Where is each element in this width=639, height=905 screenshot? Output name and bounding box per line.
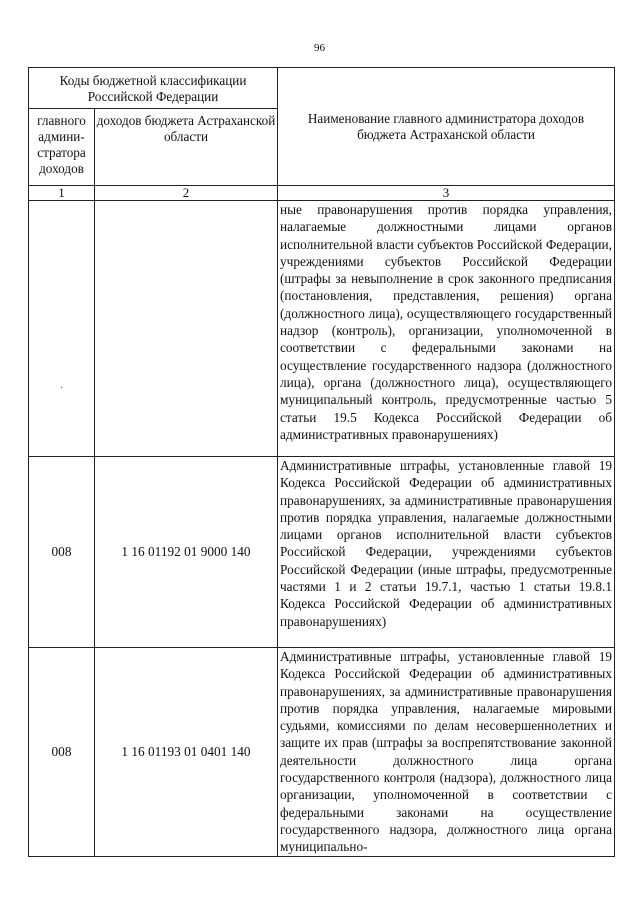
income-code-cell: 1 16 01192 01 9000 140	[95, 457, 278, 648]
header-income-column: доходов бюджета Астраханской области	[95, 109, 278, 186]
administrator-name-cell: Административные штрафы, установленные главой 19 Кодекса Российской Федерации об административных правонарушениях, за административные правонарушения против порядка управления, налагаемые мировыми судьями, комиссиями по делам несовершеннолетних и защите их прав (штрафы за воспрепятствование законной деятельности должностного лица органа государственного контроля (надзора), должностного лица организации, уполномоченной в соответствии с федеральными законами на осуществление государственного надзора, должностного лица органа муниципально-	[278, 648, 615, 857]
table-row	[29, 457, 615, 648]
table-row	[29, 201, 615, 457]
admin-code-cell: 008	[29, 648, 95, 857]
header-codes-group: Коды бюджетной классификации Российской Федерации	[29, 68, 278, 109]
administrator-name-cell: Административные штрафы, установленные главой 19 Кодекса Российской Федерации об административных правонарушениях, за административные правонарушения против порядка управления, налагаемые должностными лицами органов исполнительной власти субъектов Российской Федерации, учреждениями субъектов Российской Федерации (иные штрафы, предусмотренные частями 1 и 2 статьи 19.7.1, частью 1 статьи 19.8.1 Кодекса Российской Федерации об административных правонарушениях)	[278, 457, 615, 648]
header-name-column: Наименование главного администратора доходов бюджета Астраханской области	[278, 68, 615, 186]
income-code-cell	[95, 201, 278, 457]
administrator-name-cell: ные правонарушения против порядка управления, налагаемые должностными лицами органов исполнительной власти субъектов Российской Федерации, учреждениями субъектов Российской Федерации (штрафы за невыполнение в срок законного предписания (постановления, представления, решения) органа (должностного лица), осуществляющего государственный надзор (контроль), организации, уполномоченной в соответствии с федеральными законами на осуществление государственного надзора (должностного лица), органа (должностного лица), осуществляющего муниципальный контроль, предусмотренные частью 5 статьи 19.5 Кодекса Российской Федерации об административных правонарушениях)	[278, 201, 615, 457]
header-number-2: 2	[95, 186, 278, 201]
budget-classification-table	[28, 67, 615, 857]
header-row-group	[29, 68, 615, 109]
header-number-1: 1	[29, 186, 95, 201]
admin-code-cell	[29, 201, 95, 457]
table-row	[29, 648, 615, 857]
scan-mark: ·	[59, 383, 64, 394]
header-admin-column: главного админи-стратора доходов	[29, 109, 95, 186]
page-number: 96	[314, 42, 325, 54]
header-number-3: 3	[278, 186, 615, 201]
income-code-cell: 1 16 01193 01 0401 140	[95, 648, 278, 857]
admin-code-cell: 008	[29, 457, 95, 648]
header-number-row	[29, 186, 615, 201]
